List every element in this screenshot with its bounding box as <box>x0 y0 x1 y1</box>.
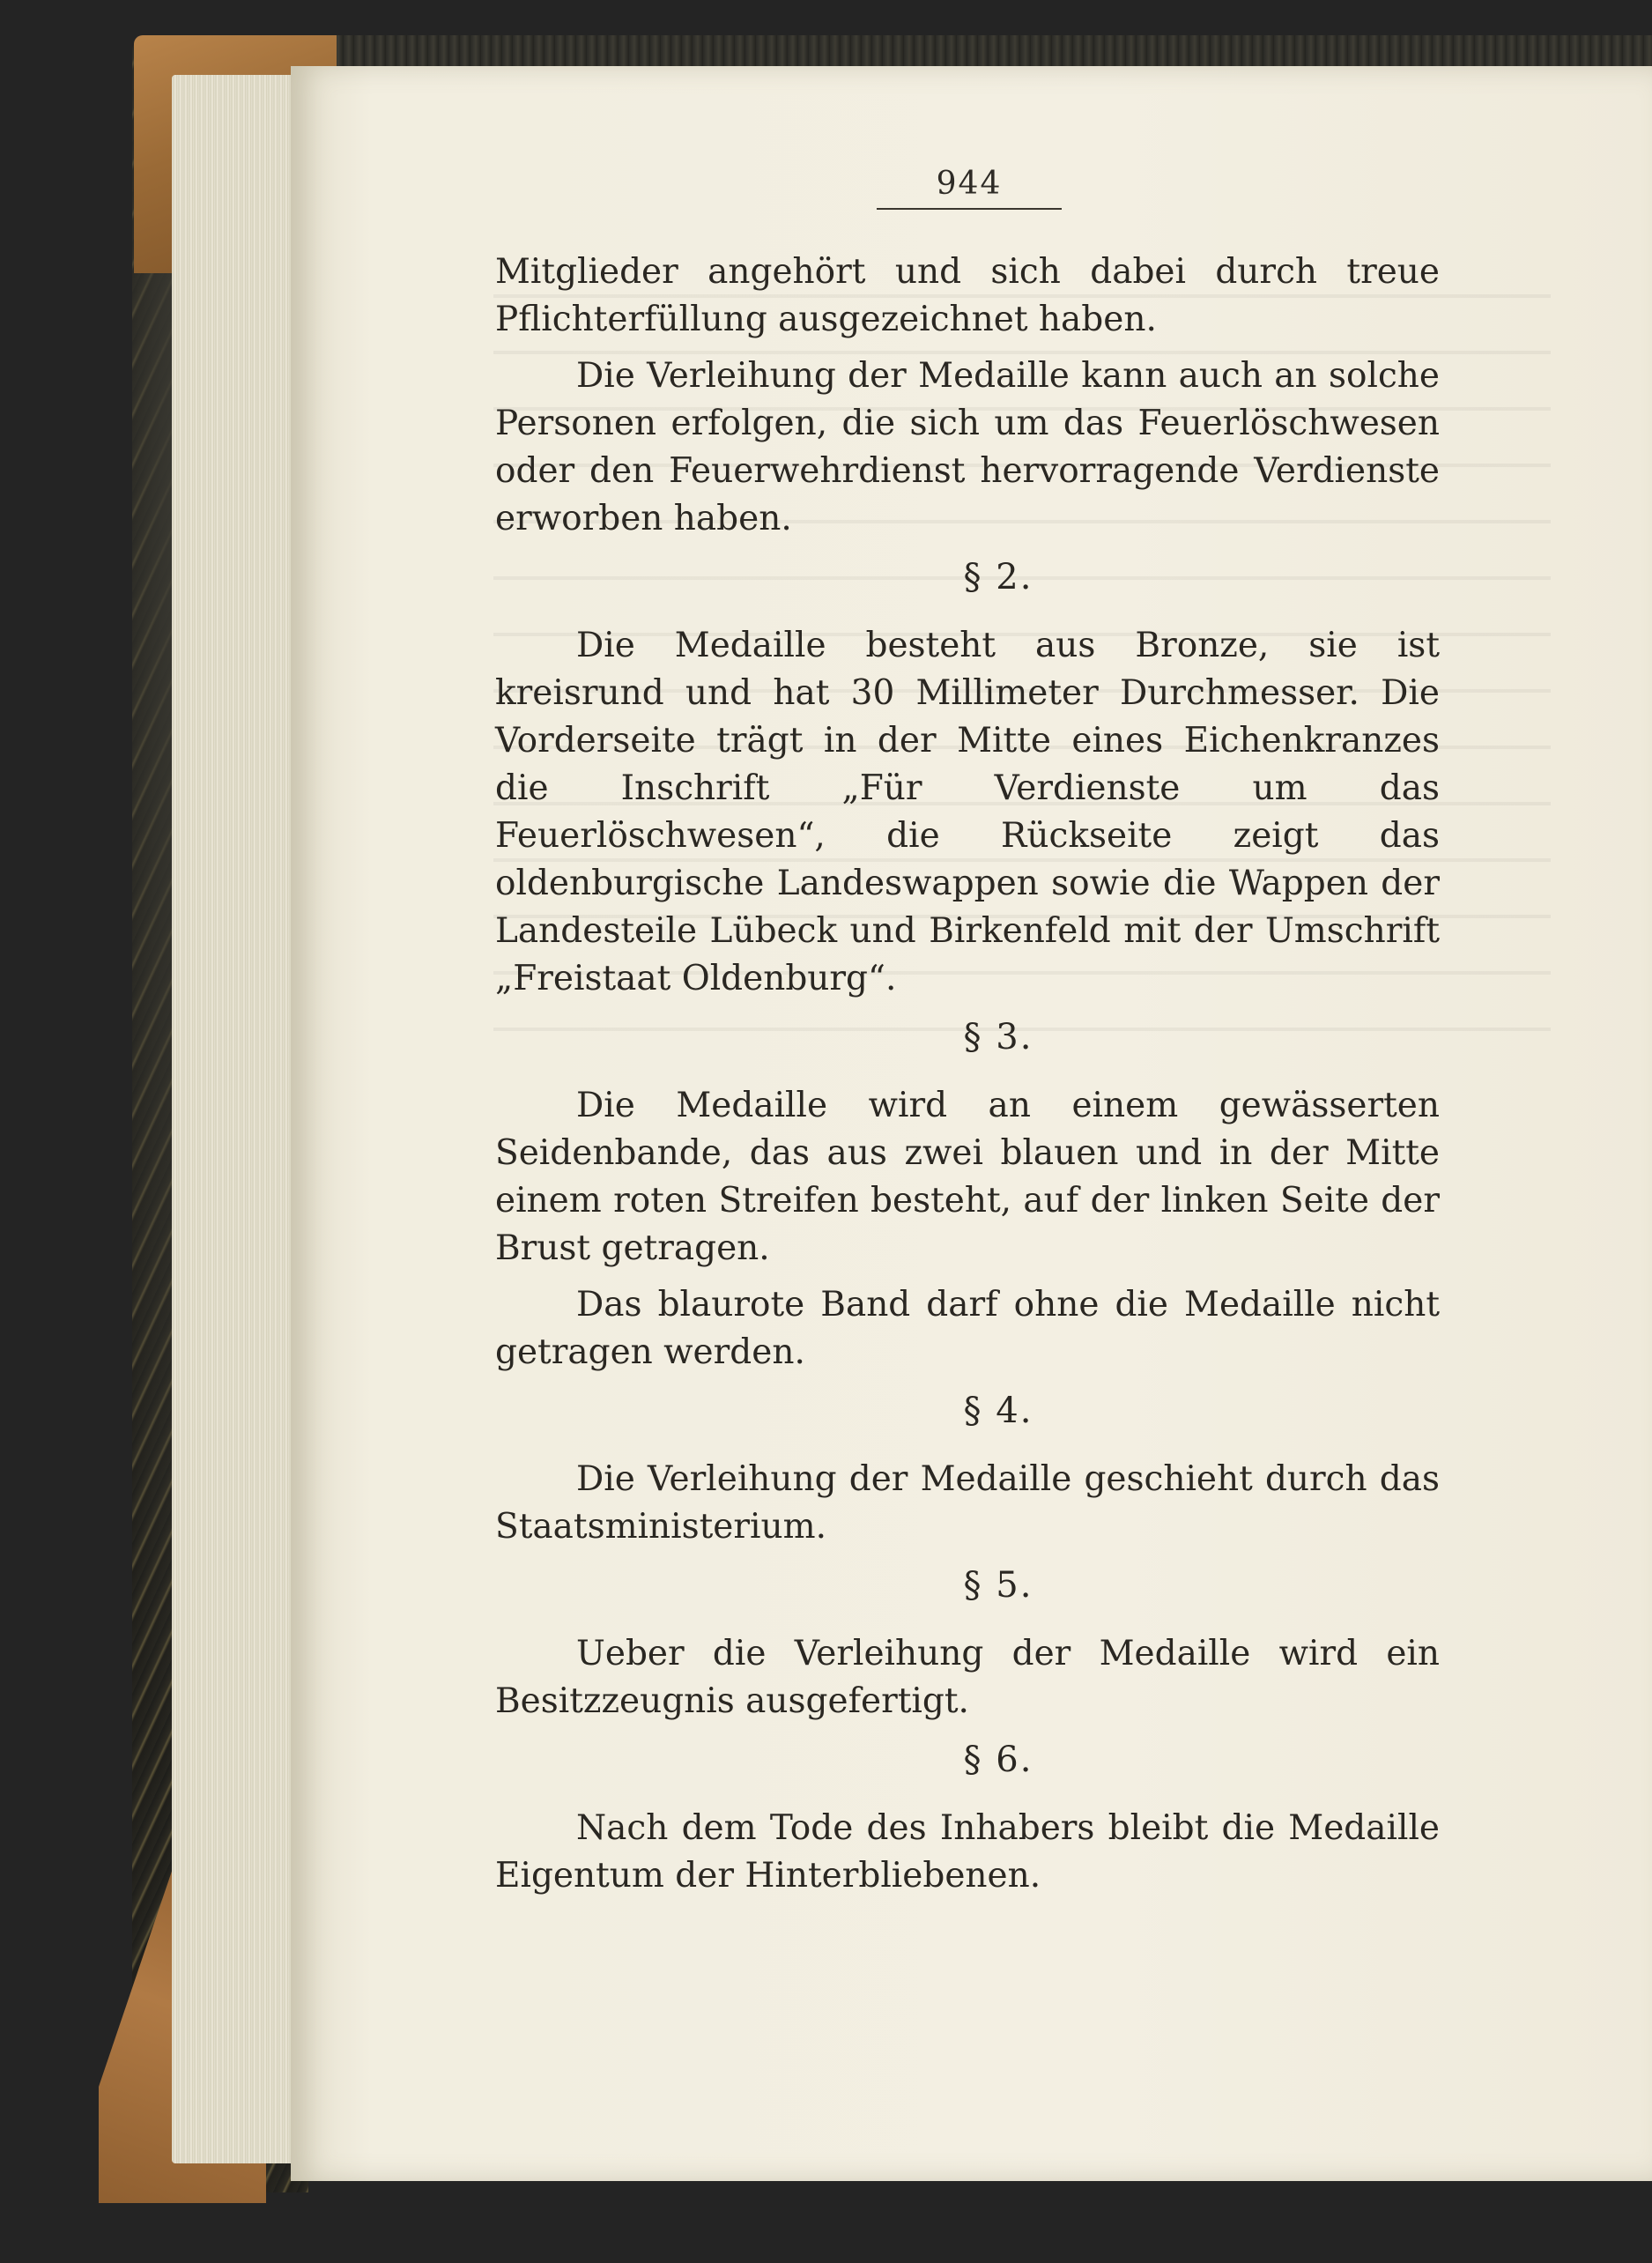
paragraph: Das blaurote Band darf ohne die Medaille nicht getragen werden. <box>495 1285 1440 1372</box>
paragraph: Die Medaille besteht aus Bronze, sie ist kreisrund und hat 30 Millimeter Durchmesser. Die Vorderseite trägt in der Mitte eines Eichenkranzes die Inschrift „Für Verdienste um das Feuerlöschwesen“, die Rückseite zeigt das oldenburgische Landeswappen sowie die Wappen der Landesteile Lübeck und Birkenfeld mit der Umschrift „Freistaat Oldenburg“. <box>495 626 1440 998</box>
paragraph: Nach dem Tode des Inhabers bleibt die Medaille Eigentum der Hinterbliebenen. <box>495 1808 1440 1896</box>
paragraph: Die Medaille wird an einem gewässerten Seidenbande, das aus zwei blauen und in der Mitte einem roten Streifen besteht, auf der linken Seite der Brust getragen. <box>495 1086 1440 1268</box>
paragraph: Die Verleihung der Medaille kann auch an solche Personen erfolgen, die sich um das Feuerlöschwesen oder den Feuerwehrdienst hervorragende Verdienste erworben haben. <box>495 356 1440 538</box>
paragraph: Ueber die Verleihung der Medaille wird ein Besitzzeugnis ausgefertigt. <box>495 1634 1440 1721</box>
page-number: 944 <box>936 166 1003 202</box>
paragraph-continuation: Mitglieder angehört und sich dabei durch treue Pflichterfüllung ausgezeichnet haben. <box>495 252 1440 339</box>
page-body <box>495 249 1440 1909</box>
section-heading-4: § 4. <box>963 1391 1033 1431</box>
header-rule <box>877 208 1062 210</box>
paragraph: Die Verleihung der Medaille geschieht durch das Staatsministerium. <box>495 1459 1440 1547</box>
page-edges <box>172 75 300 2163</box>
section-heading-3: § 3. <box>963 1017 1033 1057</box>
section-heading-2: § 2. <box>963 557 1033 597</box>
section-heading-5: § 5. <box>963 1565 1033 1606</box>
section-heading-6: § 6. <box>963 1740 1033 1780</box>
